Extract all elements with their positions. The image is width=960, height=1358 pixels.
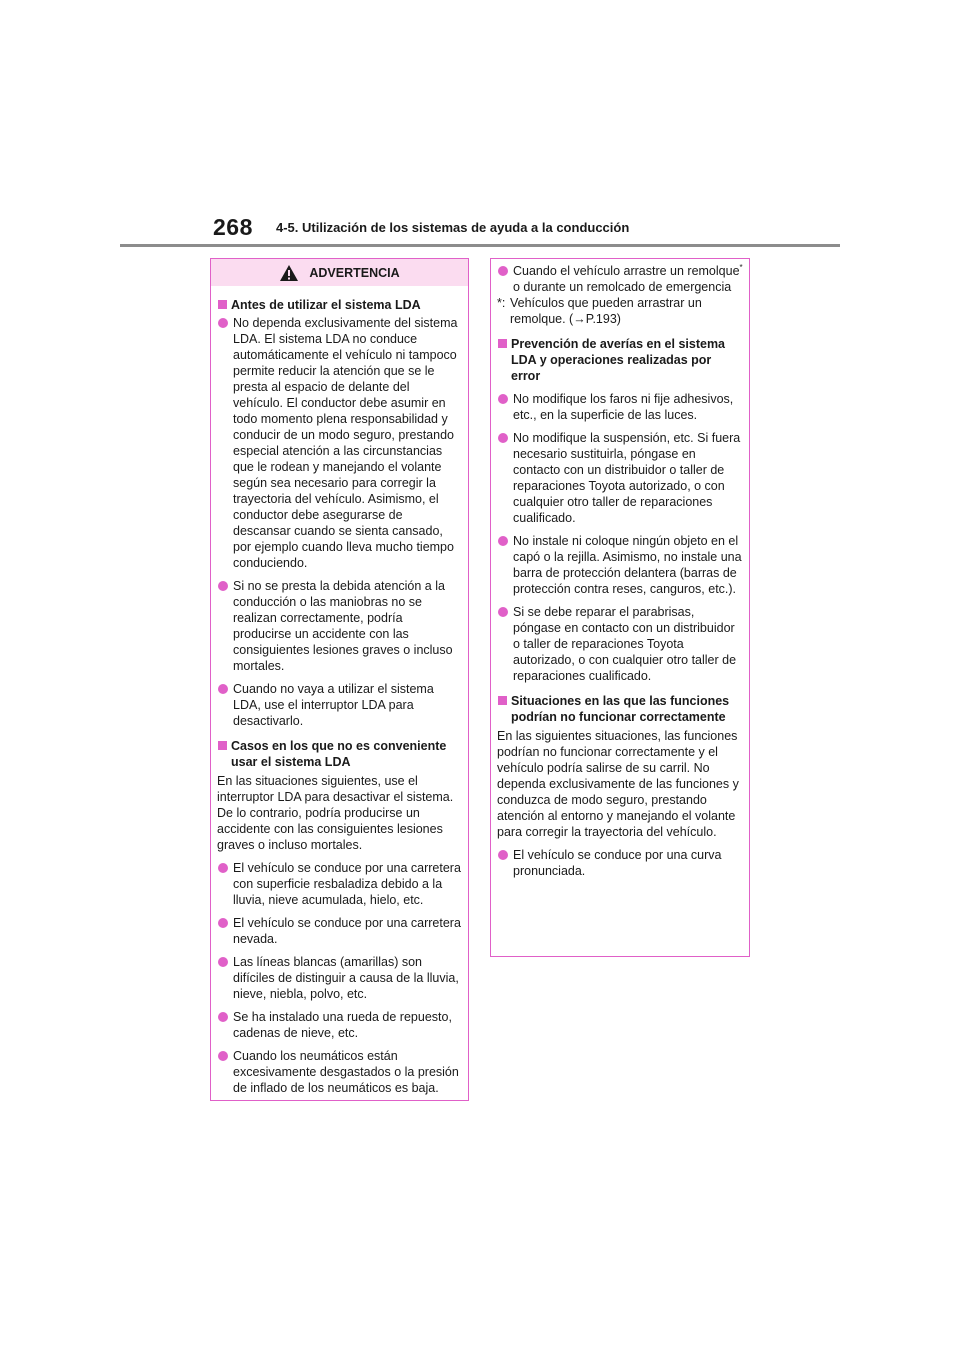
bullet-dot bbox=[218, 318, 228, 328]
bullet-dot bbox=[498, 266, 508, 276]
subheading: Casos en los que no es conveniente usar el sistema LDA bbox=[217, 738, 462, 770]
page-number: 268 bbox=[213, 214, 253, 240]
bullet-dot bbox=[498, 607, 508, 617]
bullet-dot bbox=[498, 394, 508, 404]
footnote-mark: *: bbox=[497, 296, 506, 310]
bullet-item: El vehículo se conduce por una carretera con superficie resbaladiza debido a la lluvia, nieve acumulada, hielo, etc. bbox=[217, 860, 462, 908]
bullet-dot bbox=[498, 433, 508, 443]
subheading: Prevención de averías en el sistema LDA y operaciones realizadas por error bbox=[497, 336, 743, 384]
subheading: Antes de utilizar el sistema LDA bbox=[217, 297, 462, 313]
warning-header bbox=[211, 259, 468, 286]
footnote-text: Vehículos que pueden arrastrar un remolque. (→P.193) bbox=[510, 296, 702, 326]
warning-box-left bbox=[210, 258, 469, 1101]
bullet-dot bbox=[218, 918, 228, 928]
bullet-dot bbox=[218, 581, 228, 591]
bullet-dot bbox=[498, 850, 508, 860]
bullet-dot bbox=[218, 957, 228, 967]
bullet-item: No modifique los faros ni fije adhesivos, etc., en la superficie de las luces. bbox=[497, 391, 743, 423]
header-divider bbox=[120, 244, 840, 247]
bullet-item: El vehículo se conduce por una curva pronunciada. bbox=[497, 847, 743, 879]
bullet-dot bbox=[498, 536, 508, 546]
bullet-dot bbox=[218, 684, 228, 694]
footnote bbox=[497, 295, 743, 327]
warning-triangle-icon bbox=[279, 264, 299, 282]
bullet-item: Si se debe reparar el parabrisas, póngase en contacto con un distribuidor o taller de reparaciones Toyota autorizado, o con cualquier otro taller de reparaciones cualificado. bbox=[497, 604, 743, 684]
footnote-marker: * bbox=[739, 262, 743, 272]
bullet-item: Se ha instalado una rueda de repuesto, cadenas de nieve, etc. bbox=[217, 1009, 462, 1041]
bullet-item: Las líneas blancas (amarillas) son difíciles de distinguir a causa de la lluvia, nieve, niebla, polvo, etc. bbox=[217, 954, 462, 1002]
bullet-item: Cuando no vaya a utilizar el sistema LDA, use el interruptor LDA para desactivarlo. bbox=[217, 681, 462, 729]
bullet-item: No instale ni coloque ningún objeto en el capó o la rejilla. Asimismo, no instale una barra de protección delantera (barras de protección contra reses, canguros, etc.). bbox=[497, 533, 743, 597]
bullet-item: Cuando el vehículo arrastre un remolque* o durante un remolcado de emergencia bbox=[497, 263, 743, 295]
bullet-dot bbox=[218, 1051, 228, 1061]
bullet-item: Cuando los neumáticos están excesivamente desgastados o la presión de inflado de los neumáticos es baja. bbox=[217, 1048, 462, 1096]
bullet-dot bbox=[218, 1012, 228, 1022]
bullet-item: El vehículo se conduce por una carretera nevada. bbox=[217, 915, 462, 947]
subheading: Situaciones en las que las funciones podrían no funcionar correctamente bbox=[497, 693, 743, 725]
bullet-item: Si no se presta la debida atención a la conducción o las maniobras no se realizan correctamente, podría producirse un accidente con las consiguientes lesiones graves o incluso mortales. bbox=[217, 578, 462, 674]
bullet-item: No modifique la suspensión, etc. Si fuera necesario sustituirla, póngase en contacto con un distribuidor o taller de reparaciones Toyota autorizado, o con cualquier otro taller de reparaciones cualificado. bbox=[497, 430, 743, 526]
paragraph: En las situaciones siguientes, use el interruptor LDA para desactivar el sistema. De lo contrario, podría producirse un accidente con las consiguientes lesiones graves o incluso mortales. bbox=[217, 774, 454, 852]
warning-box-right bbox=[490, 258, 750, 957]
paragraph: En las siguientes situaciones, las funciones podrían no funcionar correctamente y el vehículo podría salirse de su carril. No dependa exclusivamente de las funciones y conduzca de modo seguro, prestando atención al entorno y manejando el volante para corregir la trayectoria del vehículo. bbox=[497, 729, 739, 839]
section-title: 4-5. Utilización de los sistemas de ayuda a la conducción bbox=[276, 220, 630, 235]
warning-label: ADVERTENCIA bbox=[309, 265, 400, 280]
bullet-item: No dependa exclusivamente del sistema LDA. El sistema LDA no conduce automáticamente el vehículo ni tampoco permite reducir la atención que se le presta al espacio de delante del vehículo. El conductor debe asumir en todo momento plena responsabilidad y conducir de un modo seguro, prestando especial atención a las circunstancias que le rodean y manejando el volante según sea necesario para corregir la trayectoria del vehículo. Asimismo, el conductor debe asegurarse de descansar cuando se sienta cansado, por ejemplo cuando lleva mucho tiempo conduciendo. bbox=[217, 315, 462, 571]
bullet-dot bbox=[218, 863, 228, 873]
